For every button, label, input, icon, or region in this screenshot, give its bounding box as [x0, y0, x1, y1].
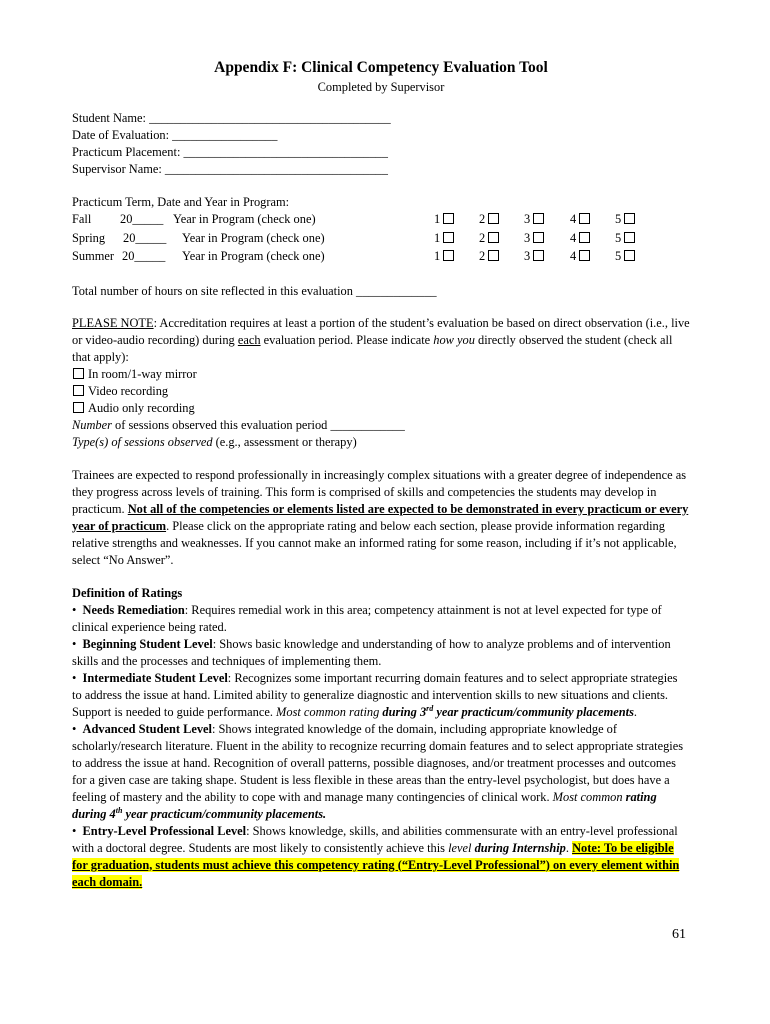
- option-label: 4: [570, 249, 577, 263]
- option-label: 2: [479, 249, 486, 263]
- year-option-4[interactable]: [570, 211, 590, 228]
- bullet-icon: •: [72, 823, 83, 838]
- term-row-fall: [72, 211, 690, 230]
- intro-text: . Please click on the appropriate rating and below each section, please provide information regarding relative strengths and weaknesses. If you cannot make an informed rating for some reason, including if it’s not applicable, select “No Answer”.: [72, 518, 677, 567]
- year-option-3[interactable]: [524, 230, 544, 247]
- rating-entry-level-professional: [72, 823, 690, 891]
- option-label: 1: [434, 212, 441, 226]
- page-title: Appendix F: Clinical Competency Evaluation Tool: [214, 59, 548, 76]
- supervisor-name-field[interactable]: Supervisor Name: ____________________________________: [72, 162, 388, 176]
- checkbox-icon[interactable]: [443, 250, 454, 261]
- term-program-label: Year in Program (check one): [182, 249, 325, 263]
- year-option-1[interactable]: [434, 248, 454, 265]
- rating-intermediate-student: [72, 670, 690, 721]
- rating-needs-remediation: [72, 602, 690, 636]
- term-row-summer: [72, 248, 690, 267]
- year-option-5[interactable]: [615, 248, 635, 265]
- graduation-requirement-highlight: Note: To be eligible for graduation, students must achieve this competency rating (“Entry-Level Professional”) on every element within each domain.: [72, 840, 680, 889]
- bullet-icon: •: [72, 636, 83, 651]
- types-text: (e.g., assessment or therapy): [212, 434, 357, 449]
- term-program-label: Year in Program (check one): [173, 212, 316, 226]
- option-label: 3: [524, 230, 531, 245]
- observation-option-in-room[interactable]: [72, 366, 690, 383]
- option-label: In room/1-way mirror: [88, 366, 197, 381]
- rating-name: Beginning Student Level: [82, 636, 213, 651]
- note-text: directly observed the student (check all that apply):: [72, 332, 673, 364]
- option-label: 2: [479, 230, 486, 245]
- checkbox-icon[interactable]: [73, 368, 84, 379]
- intro-text: Trainees are expected to respond professionally in increasingly complex situations with a greater degree of independence as they progress across levels of training. This form is comprised of skills and competencies the students may develop in practicum.: [72, 467, 687, 516]
- document-page: [72, 58, 690, 891]
- term-row-spring: [72, 230, 690, 249]
- note-text: : Accreditation requires at least a portion of the student’s evaluation be based on direct observation (i.e., live or video-audio recording) during: [72, 315, 690, 347]
- option-label: 1: [434, 249, 441, 263]
- checkbox-icon[interactable]: [624, 213, 635, 224]
- checkbox-icon[interactable]: [443, 232, 454, 243]
- term-year-field[interactable]: 20_____: [120, 212, 164, 226]
- evaluation-date-field[interactable]: Date of Evaluation: _________________: [72, 128, 278, 142]
- ratings-heading: Definition of Ratings: [72, 585, 183, 600]
- note-each: each: [237, 332, 261, 347]
- term-season: Fall: [72, 212, 92, 226]
- sessions-text: of sessions observed this evaluation period ____________: [111, 417, 405, 432]
- year-option-4[interactable]: [570, 230, 590, 247]
- year-option-5[interactable]: [615, 211, 635, 228]
- session-types-field[interactable]: [72, 434, 690, 451]
- total-hours-field[interactable]: Total number of hours on site reflected in this evaluation _____________: [72, 283, 437, 298]
- practicum-term-section: [72, 194, 690, 267]
- rating-tail: year practicum/community placements: [433, 704, 634, 719]
- sessions-label: Number: [72, 417, 112, 432]
- note-how-you: how you: [433, 332, 475, 347]
- page-subtitle: Completed by Supervisor: [317, 80, 445, 94]
- year-option-2[interactable]: [479, 230, 499, 247]
- rating-tail: .: [633, 704, 638, 719]
- types-label: Type(s) of sessions observed: [72, 434, 213, 449]
- rating-text: : Shows knowledge, skills, and abilities commensurate with an entry-level professional with a doctoral degree. Students are most likely to consistently achieve this: [72, 823, 678, 855]
- rating-tail: during Internship: [471, 840, 566, 855]
- rating-text: : Shows integrated knowledge of the domain, including appropriate knowledge of scholarly/research literature. Fluent in the ability to recognize recurring domain features and to select appropriate strategies to address the issue at hand. Recognition of overall patterns, possible diagnoses, and/or treatment processes and outcomes for a given case are taking shape. Student is less flexible in these areas than the entry-level psychologist, but does have a feeling of mastery and the ability to cope with and manage many contingencies of clinical work.: [72, 721, 684, 804]
- note-paragraph: [72, 315, 690, 366]
- rating-tail: Most common rating: [276, 704, 380, 719]
- term-season: Summer: [72, 249, 114, 263]
- page-number: 61: [672, 927, 686, 942]
- student-name-field[interactable]: Student Name: _______________________________________: [72, 111, 391, 125]
- rating-tail-sup: rd: [426, 703, 434, 713]
- checkbox-icon[interactable]: [579, 232, 590, 243]
- year-option-1[interactable]: [434, 230, 454, 247]
- year-option-2[interactable]: [479, 211, 499, 228]
- option-label: 4: [570, 230, 577, 245]
- practicum-placement-field[interactable]: Practicum Placement: _________________________________: [72, 145, 388, 159]
- option-label: 2: [479, 212, 486, 226]
- checkbox-icon[interactable]: [624, 232, 635, 243]
- rating-tail: rating during 4: [72, 789, 657, 821]
- term-program-label: Year in Program (check one): [182, 230, 325, 245]
- checkbox-icon[interactable]: [488, 232, 499, 243]
- bullet-icon: •: [72, 721, 83, 736]
- rating-advanced-student: [72, 721, 690, 823]
- intro-emphasis: Not all of the competencies or elements listed are expected to be demonstrated in every practicum or every year of practicum: [72, 501, 689, 533]
- checkbox-icon[interactable]: [624, 250, 635, 261]
- checkbox-icon[interactable]: [73, 402, 84, 413]
- note-text: evaluation period. Please indicate: [260, 332, 434, 347]
- observation-note: [72, 315, 690, 451]
- checkbox-icon[interactable]: [73, 385, 84, 396]
- year-option-4[interactable]: [570, 248, 590, 265]
- checkbox-icon[interactable]: [533, 213, 544, 224]
- checkbox-icon[interactable]: [579, 250, 590, 261]
- year-option-1[interactable]: [434, 211, 454, 228]
- option-label: 5: [615, 212, 622, 226]
- student-info-fields: [72, 110, 690, 178]
- checkbox-icon[interactable]: [533, 250, 544, 261]
- rating-name: Entry-Level Professional Level: [82, 823, 247, 838]
- sessions-count-field[interactable]: [72, 417, 690, 434]
- rating-name: Advanced Student Level: [82, 721, 212, 736]
- rating-tail: during 3: [379, 704, 427, 719]
- rating-name: Needs Remediation: [82, 602, 185, 617]
- rating-tail: year practicum/community placements.: [122, 806, 327, 821]
- rating-beginning-student: [72, 636, 690, 670]
- intro-paragraph: [72, 467, 690, 569]
- observation-option-audio[interactable]: [72, 400, 690, 417]
- rating-text: : Recognizes some important recurring domain features and to select appropriate strategies to address the issue at hand. Limited ability to generalize diagnostic and intervention skills to new situations and clients. Support is needed to guide performance.: [72, 670, 678, 719]
- rating-tail: .: [565, 840, 573, 855]
- option-label: 5: [615, 249, 622, 263]
- term-heading: Practicum Term, Date and Year in Program:: [72, 195, 290, 209]
- option-label: 5: [615, 230, 622, 245]
- checkbox-icon[interactable]: [579, 213, 590, 224]
- checkbox-icon[interactable]: [488, 213, 499, 224]
- bullet-icon: •: [72, 602, 83, 617]
- rating-text: : Shows basic knowledge and understanding of how to analyze problems and of intervention skills and the processes and techniques of implementing them.: [72, 636, 671, 668]
- checkbox-icon[interactable]: [443, 213, 454, 224]
- option-label: Video recording: [88, 383, 169, 398]
- bullet-icon: •: [72, 670, 83, 685]
- rating-tail: level: [448, 840, 472, 855]
- year-option-3[interactable]: [524, 248, 544, 265]
- observation-option-video[interactable]: [72, 383, 690, 400]
- option-label: 3: [524, 212, 531, 226]
- year-option-5[interactable]: [615, 230, 635, 247]
- term-year-field[interactable]: 20_____: [122, 249, 166, 263]
- checkbox-icon[interactable]: [533, 232, 544, 243]
- option-label: Audio only recording: [88, 400, 195, 415]
- year-option-2[interactable]: [479, 248, 499, 265]
- rating-tail-sup: th: [115, 805, 123, 815]
- term-year-field[interactable]: 20_____: [123, 230, 167, 245]
- option-label: 4: [570, 212, 577, 226]
- checkbox-icon[interactable]: [488, 250, 499, 261]
- ratings-section: [72, 585, 690, 891]
- rating-tail: Most common: [552, 789, 623, 804]
- option-label: 3: [524, 249, 531, 263]
- term-season: Spring: [72, 230, 106, 245]
- note-label: PLEASE NOTE: [72, 315, 154, 330]
- rating-name: Intermediate Student Level: [82, 670, 228, 685]
- year-option-3[interactable]: [524, 211, 544, 228]
- rating-text: : Requires remedial work in this area; competency attainment is not at level expected for type of clinical experience being rated.: [72, 602, 662, 634]
- option-label: 1: [434, 230, 441, 245]
